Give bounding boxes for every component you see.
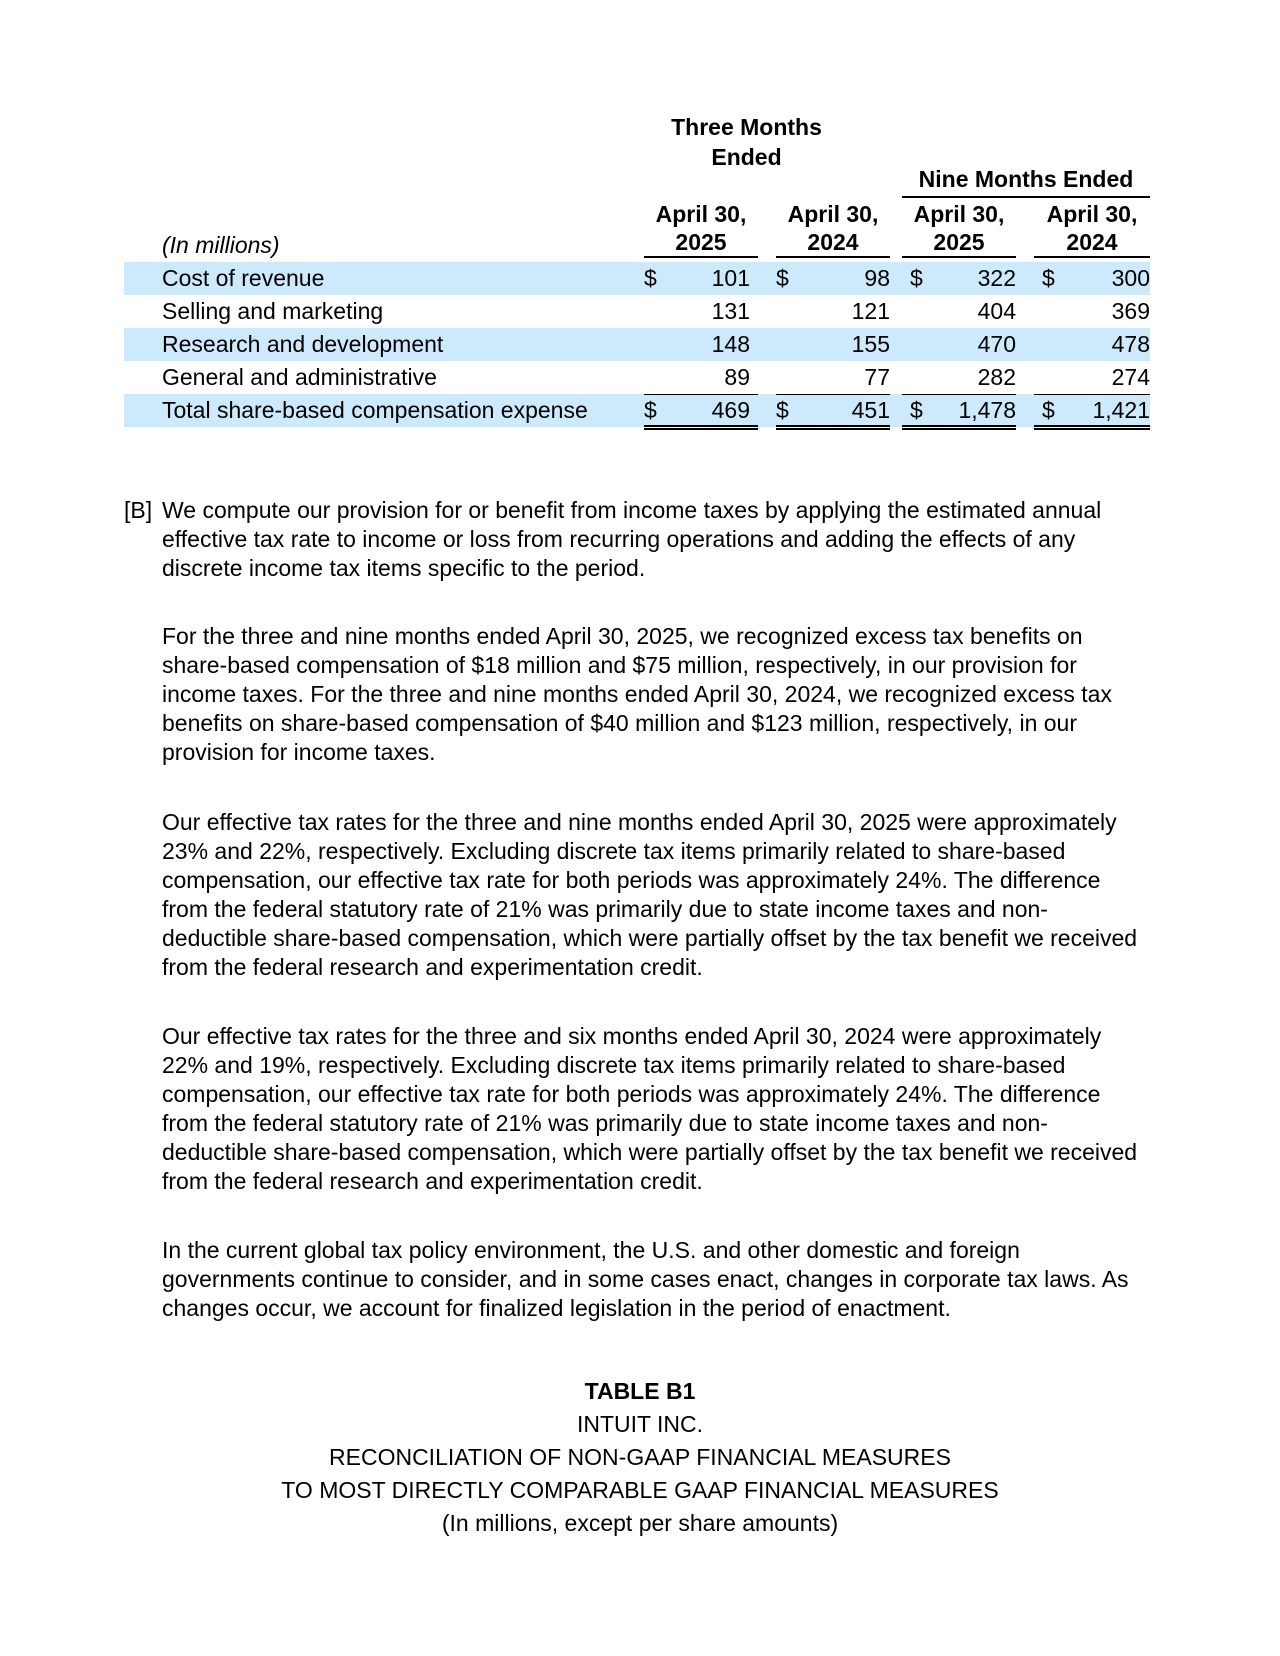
row-label: Cost of revenue <box>162 265 325 291</box>
table-b1-line2: TO MOST DIRECTLY COMPARABLE GAAP FINANCIAL MEASURES <box>281 1477 999 1503</box>
currency-symbol: $ <box>1042 397 1055 423</box>
row-label: General and administrative <box>162 364 437 390</box>
cell-value: 77 <box>864 364 890 390</box>
currency-symbol: $ <box>644 265 657 291</box>
total-top-rule <box>1034 394 1150 395</box>
table-row <box>124 394 1150 427</box>
cell-value: 101 <box>711 265 750 291</box>
table-b1-title: TABLE B1 <box>584 1378 696 1404</box>
column-header-3: April 30, 2025 <box>902 200 1016 258</box>
cell-value: 121 <box>851 298 890 324</box>
nine-months-ended-header: Nine Months Ended <box>902 164 1150 198</box>
cell-value: 451 <box>851 397 890 423</box>
note-intro: We compute our provision for or benefit from income taxes by applying the estimated annual effective tax rate to income or loss from recurring operations and adding the effects of any discrete income tax items specific to the period. <box>162 497 1102 581</box>
total-top-rule <box>902 394 1016 395</box>
cell-value: 1,421 <box>1092 397 1150 423</box>
currency-symbol: $ <box>644 397 657 423</box>
cell-value: 89 <box>724 364 750 390</box>
column-header-1: April 30, 2025 <box>644 200 758 258</box>
note-marker: [B] <box>124 497 153 523</box>
paragraph-tax-policy: In the current global tax policy environment, the U.S. and other domestic and foreign governments continue to consider, and in some cases enact, changes in corporate tax laws. As changes occur, we account for finalized legislation in the period of enactment. <box>162 1237 1129 1321</box>
cell-value: 469 <box>711 397 750 423</box>
cell-value: 282 <box>977 364 1016 390</box>
note-b <box>124 496 1154 583</box>
currency-symbol: $ <box>910 397 923 423</box>
total-top-rule <box>644 394 758 395</box>
total-double-rule <box>902 425 1016 430</box>
cell-value: 274 <box>1111 364 1150 390</box>
column-header-2: April 30, 2024 <box>776 200 890 258</box>
units-label: (In millions) <box>162 232 280 258</box>
cell-value: 300 <box>1111 265 1150 291</box>
paragraph-effective-tax-2024: Our effective tax rates for the three and six months ended April 30, 2024 were approximately 22% and 19%, respectively. Excluding discrete tax items primarily related to share-based compensation, our effective tax rate for both periods was approximately 24%. The difference from the federal statutory rate of 21% was primarily due to state income taxes and non-deductible share-based compensation, which were partially offset by the tax benefit we received from the federal research and experimentation credit. <box>162 1023 1138 1194</box>
total-top-rule <box>776 394 890 395</box>
cell-value: 478 <box>1111 331 1150 357</box>
total-double-rule <box>776 425 890 430</box>
table-row <box>124 328 1150 361</box>
row-label: Research and development <box>162 331 444 357</box>
table-row <box>124 262 1150 295</box>
currency-symbol: $ <box>910 265 923 291</box>
cell-value: 369 <box>1111 298 1150 324</box>
cell-value: 98 <box>864 265 890 291</box>
three-months-ended-header: Three Months Ended <box>671 114 822 170</box>
paragraph-excess-tax-benefits: For the three and nine months ended April 30, 2025, we recognized excess tax benefits on share-based compensation of $18 million and $75 million, respectively, in our provision for income taxes. For the three and nine months ended April 30, 2024, we recognized excess tax benefits on share-based compensation of $40 million and $123 million, respectively, in our provision for income taxes. <box>162 623 1112 765</box>
cell-value: 1,478 <box>958 397 1016 423</box>
cell-value: 470 <box>977 331 1016 357</box>
currency-symbol: $ <box>776 397 789 423</box>
table-b1-company: INTUIT INC. <box>576 1411 704 1437</box>
cell-value: 148 <box>711 331 750 357</box>
total-double-rule <box>644 425 758 430</box>
row-label: Selling and marketing <box>162 298 384 324</box>
paragraph-effective-tax-2025: Our effective tax rates for the three and nine months ended April 30, 2025 were approximately 23% and 22%, respectively. Excluding discrete tax items primarily related to share-based compensation, our effective tax rate for both periods was approximately 24%. The difference from the federal statutory rate of 21% was primarily due to state income taxes and non-deductible share-based compensation, which were partially offset by the tax benefit we received from the federal research and experimentation credit. <box>162 809 1138 980</box>
currency-symbol: $ <box>1042 265 1055 291</box>
cell-value: 131 <box>711 298 750 324</box>
table-row <box>124 295 1150 328</box>
cell-value: 322 <box>977 265 1016 291</box>
column-header-4: April 30, 2024 <box>1034 200 1150 258</box>
cell-value: 404 <box>977 298 1016 324</box>
table-body <box>124 262 1150 427</box>
cell-value: 155 <box>851 331 890 357</box>
row-label: Total share-based compensation expense <box>162 397 588 423</box>
currency-symbol: $ <box>776 265 789 291</box>
table-row <box>124 361 1150 394</box>
table-b1-units: (In millions, except per share amounts) <box>441 1510 839 1536</box>
table-b1-line1: RECONCILIATION OF NON-GAAP FINANCIAL MEASURES <box>329 1444 951 1470</box>
total-double-rule <box>1034 425 1150 430</box>
